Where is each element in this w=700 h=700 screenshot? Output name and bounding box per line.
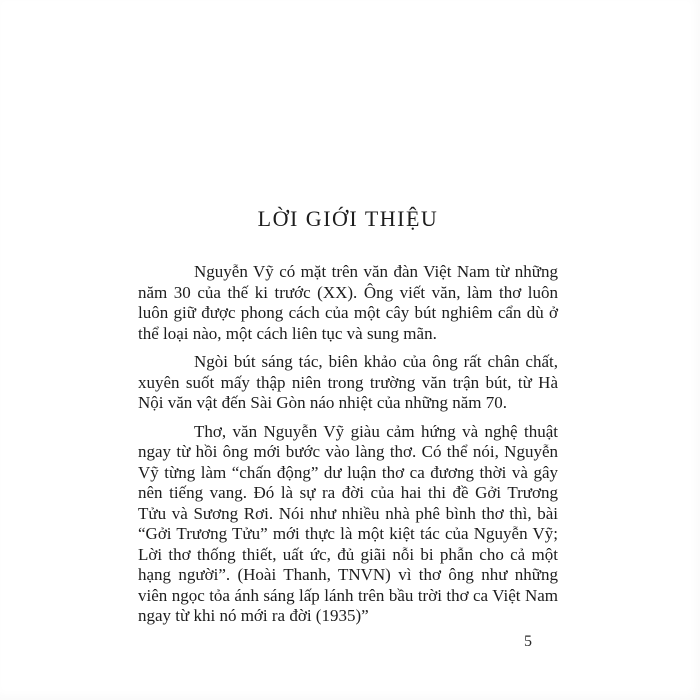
page-text-block: [138, 206, 558, 652]
paragraph-2: Ngòi bút sáng tác, biên khảo của ông rất chân chất, xuyên suốt mấy thập niên trong trường văn trận bút, từ Hà Nội văn vật đến Sài Gòn náo nhiệt của những năm 70.: [138, 352, 558, 412]
page-title: LỜI GIỚI THIỆU: [257, 206, 439, 231]
paragraph-1: Nguyễn Vỹ có mặt trên văn đàn Việt Nam từ những năm 30 của thế ki trước (XX). Ông viết văn, làm thơ luôn luôn giữ được phong cách của một cây bút nghiêm cẩn dù ở thể loại nào, một cách liên tục và sung mãn.: [138, 262, 558, 343]
paragraph-3: Thơ, văn Nguyễn Vỹ giàu cảm hứng và nghệ thuật ngay từ hồi ông mới bước vào làng thơ. Có thể nói, Nguyễn Vỹ từng làm “chấn động” dư luận thơ ca đương thời và gây nên tiếng vang. Đó là sự ra đời của hai thi đề Gởi Trương Tửu và Sương Rơi. Nói như nhiều nhà phê bình thơ thì, bài “Gởi Trương Tửu” mới thực là một kiệt tác của Nguyễn Vỹ; Lời thơ thống thiết, uất ức, đủ giãi nỗi bi phẫn cho cả một hạng người”. (Hoài Thanh, TNVN) vì thơ ông như những viên ngọc tỏa ánh sáng lấp lánh trên bầu trời thơ ca Việt Nam ngay từ khi nó mới ra đời (1935)”: [138, 421, 558, 625]
page-number: 5: [524, 632, 532, 650]
